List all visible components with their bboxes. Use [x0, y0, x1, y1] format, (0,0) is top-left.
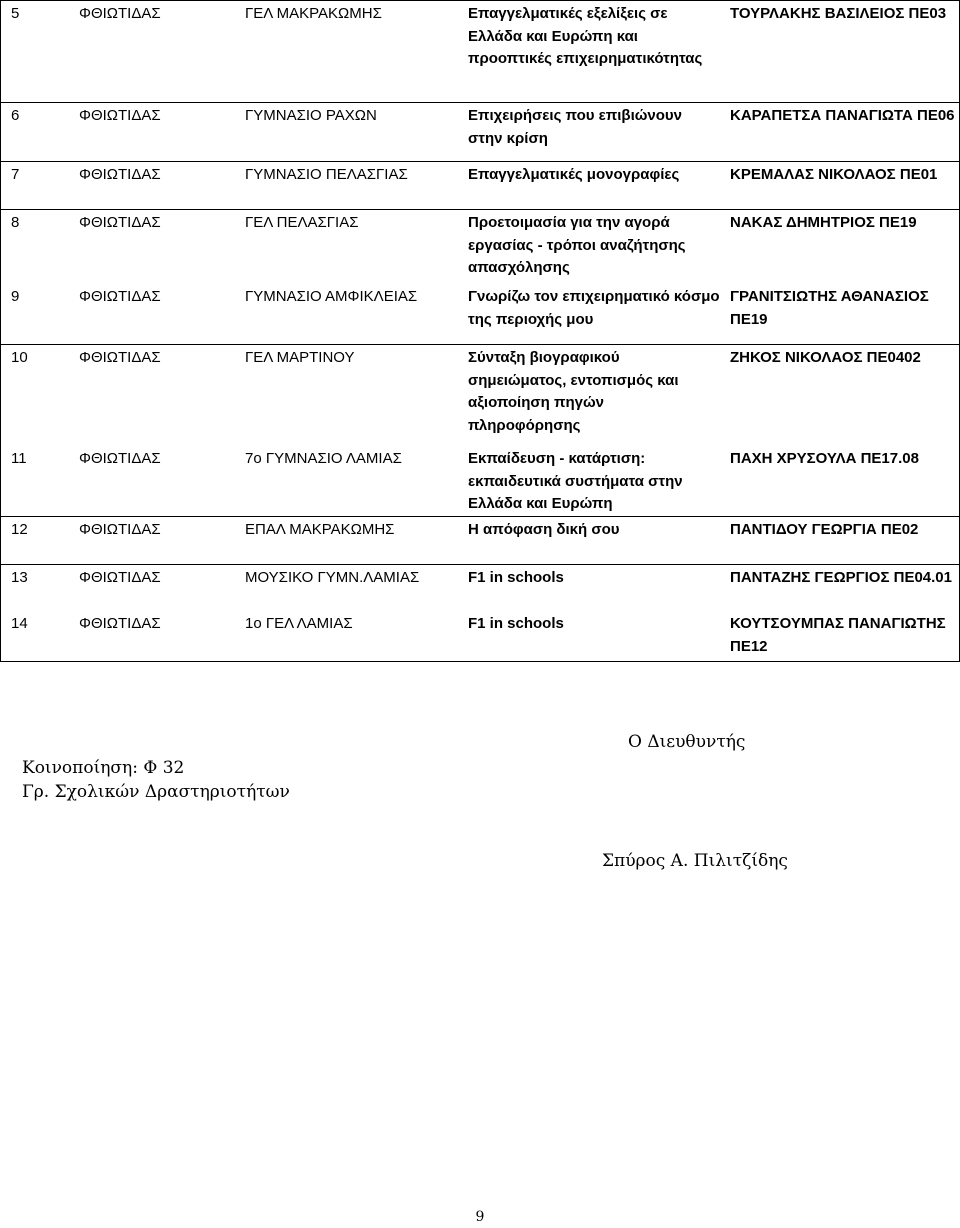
topic-cell: F1 in schools [468, 615, 564, 632]
school-cell: ΜΟΥΣΙΚΟ ΓΥΜΝ.ΛΑΜΙΑΣ [245, 569, 420, 586]
teacher-cell: ΝΑΚΑΣ ΔΗΜΗΤΡΙΟΣ ΠΕ19 [730, 214, 917, 231]
topic-cell: Εκπαίδευση - κατάρτιση: εκπαιδευτικά συστήματα στην Ελλάδα και Ευρώπη [468, 450, 683, 512]
table-row [1, 162, 959, 210]
school-cell: ΕΠΑΛ ΜΑΚΡΑΚΩΜΗΣ [245, 521, 395, 538]
row-number: 10 [11, 349, 28, 366]
topic-cell: Επαγγελματικές μονογραφίες [468, 166, 680, 183]
topic-cell: Προετοιμασία για την αγορά εργασίας - τρόποι αναζήτησης απασχόλησης [468, 214, 686, 276]
school-cell: 7ο ΓΥΜΝΑΣΙΟ ΛΑΜΙΑΣ [245, 450, 402, 467]
topic-cell: Γνωρίζω τον επιχειρηματικό κόσμο της περιοχής μου [468, 288, 720, 328]
region-cell: ΦΘΙΩΤΙΔΑΣ [79, 615, 161, 632]
cc-line: Κοινοποίηση: Φ 32 [22, 758, 185, 778]
teacher-cell: ΤΟΥΡΛΑΚΗΣ ΒΑΣΙΛΕΙΟΣ ΠΕ03 [730, 5, 947, 22]
school-cell: ΓΥΜΝΑΣΙΟ ΠΕΛΑΣΓΙΑΣ [245, 166, 408, 183]
topic-cell: F1 in schools [468, 569, 564, 586]
school-cell: ΓΕΛ ΠΕΛΑΣΓΙΑΣ [245, 214, 359, 231]
teacher-cell: ΚΑΡΑΠΕΤΣΑ ΠΑΝΑΓΙΩΤΑ ΠΕ06 [730, 107, 955, 124]
table-row [1, 565, 959, 611]
page-number: 9 [475, 1209, 485, 1225]
school-cell: ΓΥΜΝΑΣΙΟ ΡΑΧΩΝ [245, 107, 377, 124]
school-cell: 1ο ΓΕΛ ΛΑΜΙΑΣ [245, 615, 353, 632]
signature-name: Σπύρος Α. Πιλιτζίδης [602, 851, 788, 871]
table-row [1, 446, 959, 517]
teacher-cell: ΖΗΚΟΣ ΝΙΚΟΛΑΟΣ ΠΕ0402 [730, 349, 921, 366]
region-cell: ΦΘΙΩΤΙΔΑΣ [79, 569, 161, 586]
row-number: 8 [11, 214, 20, 231]
cc-line: Γρ. Σχολικών Δραστηριοτήτων [22, 782, 290, 802]
region-cell: ΦΘΙΩΤΙΔΑΣ [79, 450, 161, 467]
row-number: 6 [11, 107, 20, 124]
teacher-cell: ΠΑΧΗ ΧΡΥΣΟΥΛΑ ΠΕ17.08 [730, 450, 919, 467]
teacher-cell: ΠΑΝΤΙΔΟΥ ΓΕΩΡΓΙΑ ΠΕ02 [730, 521, 919, 538]
region-cell: ΦΘΙΩΤΙΔΑΣ [79, 288, 161, 305]
row-number: 12 [11, 521, 28, 538]
row-number: 9 [11, 288, 20, 305]
teacher-cell: ΚΟΥΤΣΟΥΜΠΑΣ ΠΑΝΑΓΙΩΤΗΣ ΠΕ12 [730, 615, 946, 655]
table-row [1, 345, 959, 446]
region-cell: ΦΘΙΩΤΙΔΑΣ [79, 214, 161, 231]
table-row [1, 517, 959, 565]
cc-block [22, 756, 290, 804]
region-cell: ΦΘΙΩΤΙΔΑΣ [79, 521, 161, 538]
row-number: 13 [11, 569, 28, 586]
region-cell: ΦΘΙΩΤΙΔΑΣ [79, 349, 161, 366]
teacher-cell: ΠΑΝΤΑΖΗΣ ΓΕΩΡΓΙΟΣ ΠΕ04.01 [730, 569, 952, 586]
row-number: 7 [11, 166, 20, 183]
region-cell: ΦΘΙΩΤΙΔΑΣ [79, 107, 161, 124]
school-cell: ΓΥΜΝΑΣΙΟ ΑΜΦΙΚΛΕΙΑΣ [245, 288, 418, 305]
row-number: 5 [11, 5, 20, 22]
teacher-cell: ΓΡΑΝΙΤΣΙΩΤΗΣ ΑΘΑΝΑΣΙΟΣ ΠΕ19 [730, 288, 929, 328]
school-cell: ΓΕΛ ΜΑΚΡΑΚΩΜΗΣ [245, 5, 382, 22]
topic-cell: Η απόφαση δική σου [468, 521, 620, 538]
row-number: 11 [11, 450, 27, 467]
region-cell: ΦΘΙΩΤΙΔΑΣ [79, 5, 161, 22]
table-row [1, 611, 959, 662]
director-title: Ο Διευθυντής [628, 732, 746, 752]
region-cell: ΦΘΙΩΤΙΔΑΣ [79, 166, 161, 183]
row-number: 14 [11, 615, 28, 632]
table-row [1, 284, 959, 345]
teacher-cell: ΚΡΕΜΑΛΑΣ ΝΙΚΟΛΑΟΣ ΠΕ01 [730, 166, 938, 183]
school-cell: ΓΕΛ ΜΑΡΤΙΝΟΥ [245, 349, 355, 366]
topic-cell: Σύνταξη βιογραφικού σημειώματος, εντοπισμός και αξιοποίηση πηγών πληροφόρησης [468, 349, 679, 434]
table-row [1, 210, 959, 284]
table-row [1, 1, 959, 103]
topic-cell: Επιχειρήσεις που επιβιώνουν στην κρίση [468, 107, 683, 147]
table-row [1, 103, 959, 162]
topic-cell: Επαγγελματικές εξελίξεις σε Ελλάδα και Ευρώπη και προοπτικές επιχειρηματικότητας [468, 5, 703, 67]
